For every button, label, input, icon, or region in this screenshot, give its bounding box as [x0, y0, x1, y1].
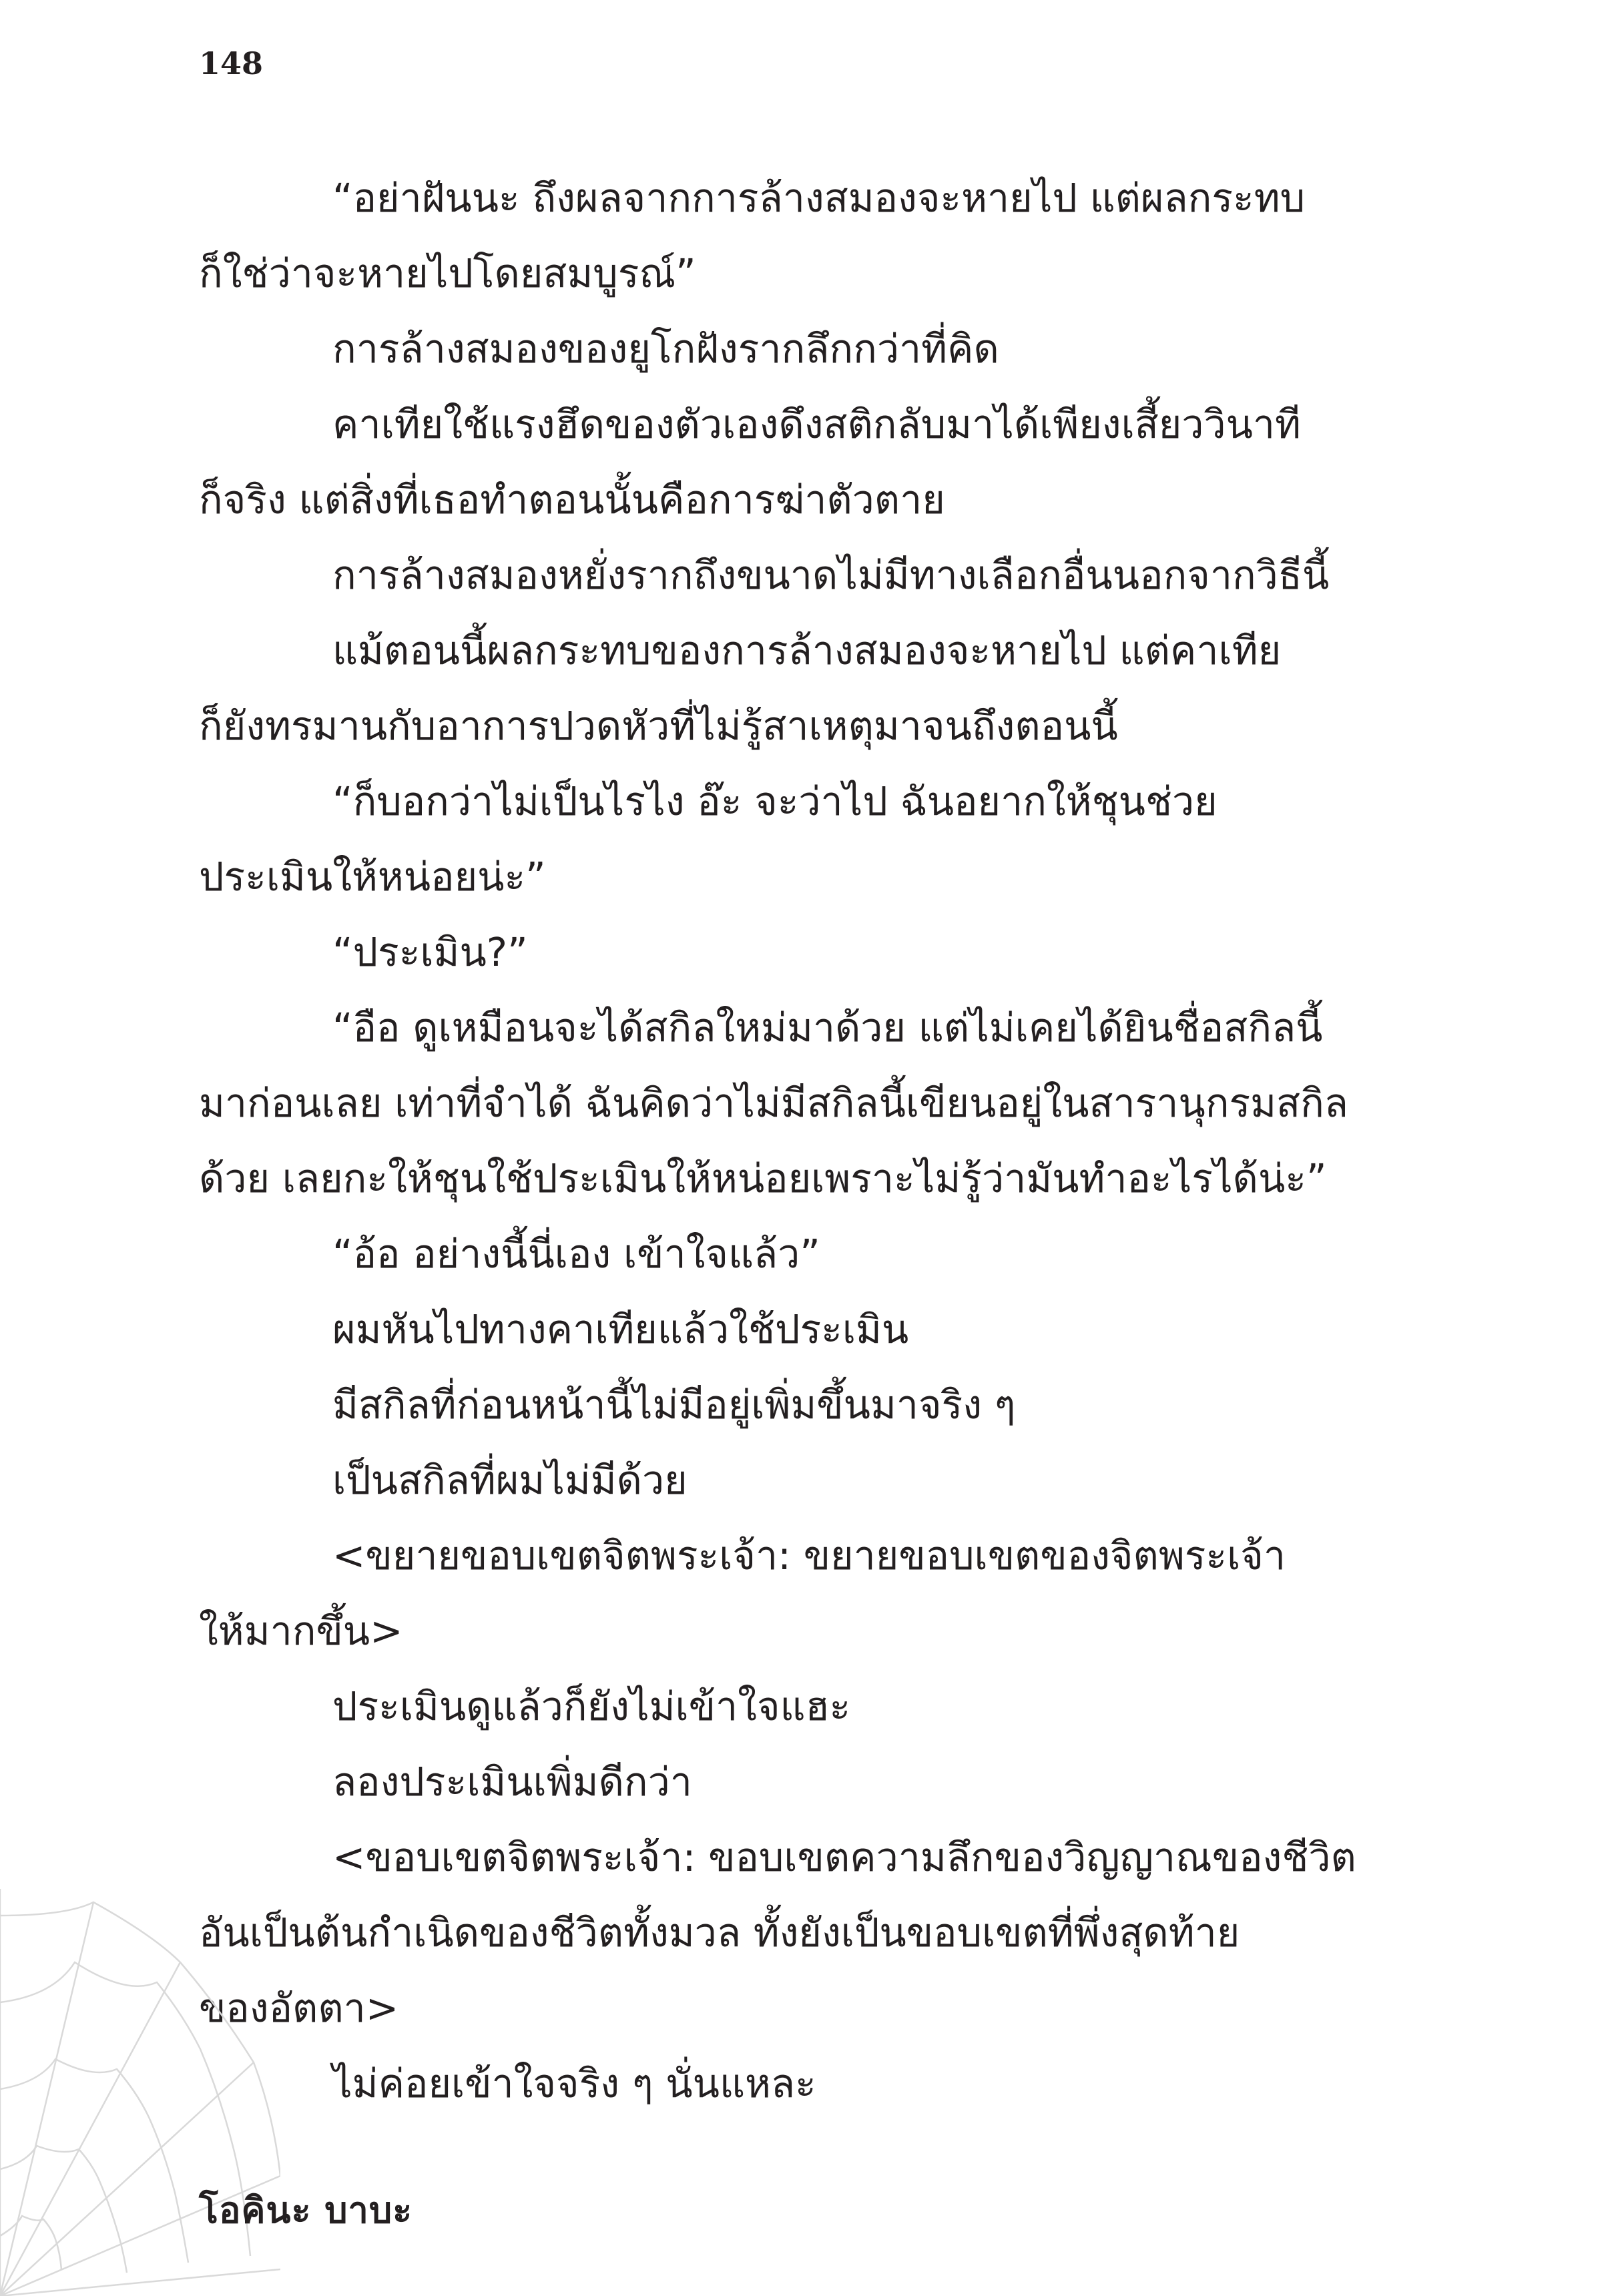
text-line: มาก่อนเลย เท่าที่จำได้ ฉันคิดว่าไม่มีสกิลนี้เขียนอยู่ในสารานุกรมสกิล	[199, 1080, 1348, 1126]
text-line: คาเทียใช้แรงฮึดของตัวเองดึงสติกลับมาได้เพียงเสี้ยววินาที	[332, 401, 1301, 447]
text-line: ของอัตตา>	[199, 1985, 399, 2031]
text-line: “อือ ดูเหมือนจะได้สกิลใหม่มาด้วย แต่ไม่เคยได้ยินชื่อสกิลนี้	[332, 1005, 1323, 1051]
text-line: “อ้อ อย่างนี้นี่เอง เข้าใจแล้ว”	[332, 1231, 820, 1277]
text-line: อันเป็นต้นกำเนิดของชีวิตทั้งมวล ทั้งยังเป็นขอบเขตที่พึ่งสุดท้าย	[199, 1910, 1240, 1956]
text-line: ประเมินดูแล้วก็ยังไม่เข้าใจแฮะ	[332, 1683, 851, 1729]
text-line: ก็ยังทรมานกับอาการปวดหัวที่ไม่รู้สาเหตุมาจนถึงตอนนี้	[199, 703, 1118, 749]
text-line: ให้มากขึ้น>	[199, 1608, 403, 1654]
text-line: “ก็บอกว่าไม่เป็นไรไง อ๊ะ จะว่าไป ฉันอยากให้ชุนช่วย	[332, 778, 1218, 824]
text-line: ประเมินให้หน่อยน่ะ”	[199, 854, 546, 900]
text-line: ด้วย เลยกะให้ชุนใช้ประเมินให้หน่อยเพราะไม่รู้ว่ามันทำอะไรได้น่ะ”	[199, 1155, 1327, 1201]
text-line: แม้ตอนนี้ผลกระทบของการล้างสมองจะหายไป แต่คาเทีย	[332, 627, 1282, 673]
text-line: การล้างสมองหยั่งรากถึงขนาดไม่มีทางเลือกอื่นนอกจากวิธีนี้	[332, 552, 1330, 598]
text-line: เป็นสกิลที่ผมไม่มีด้วย	[332, 1457, 688, 1503]
text-line: “อย่าฝันนะ ถึงผลจากการล้างสมองจะหายไป แต่ผลกระทบ	[332, 175, 1306, 221]
text-line: ก็ใช่ว่าจะหายไปโดยสมบูรณ์”	[199, 250, 696, 296]
text-line: <ขอบเขตจิตพระเจ้า: ขอบเขตความลึกของวิญญาณของชีวิต	[332, 1834, 1356, 1880]
text-line: ไม่ค่อยเข้าใจจริง ๆ นั่นแหละ	[332, 2060, 816, 2106]
text-line: การล้างสมองของยูโกฝังรากลึกกว่าที่คิด	[332, 326, 999, 372]
text-line: มีสกิลที่ก่อนหน้านี้ไม่มีอยู่เพิ่มขึ้นมาจริง ๆ	[332, 1382, 1016, 1428]
text-line: ก็จริง แต่สิ่งที่เธอทำตอนนั้นคือการฆ่าตัวตาย	[199, 477, 945, 523]
story-text	[199, 160, 1407, 2121]
text-line: “ประเมิน?”	[332, 929, 528, 975]
book-title-footer: โอคินะ บาบะ	[199, 2189, 413, 2231]
text-line: ลองประเมินเพิ่มดีกว่า	[332, 1759, 692, 1805]
text-line: ผมหันไปทางคาเทียแล้วใช้ประเมิน	[332, 1306, 909, 1352]
page-number: 148	[199, 45, 264, 81]
text-line: <ขยายขอบเขตจิตพระเจ้า: ขยายขอบเขตของจิตพระเจ้า	[332, 1532, 1286, 1579]
